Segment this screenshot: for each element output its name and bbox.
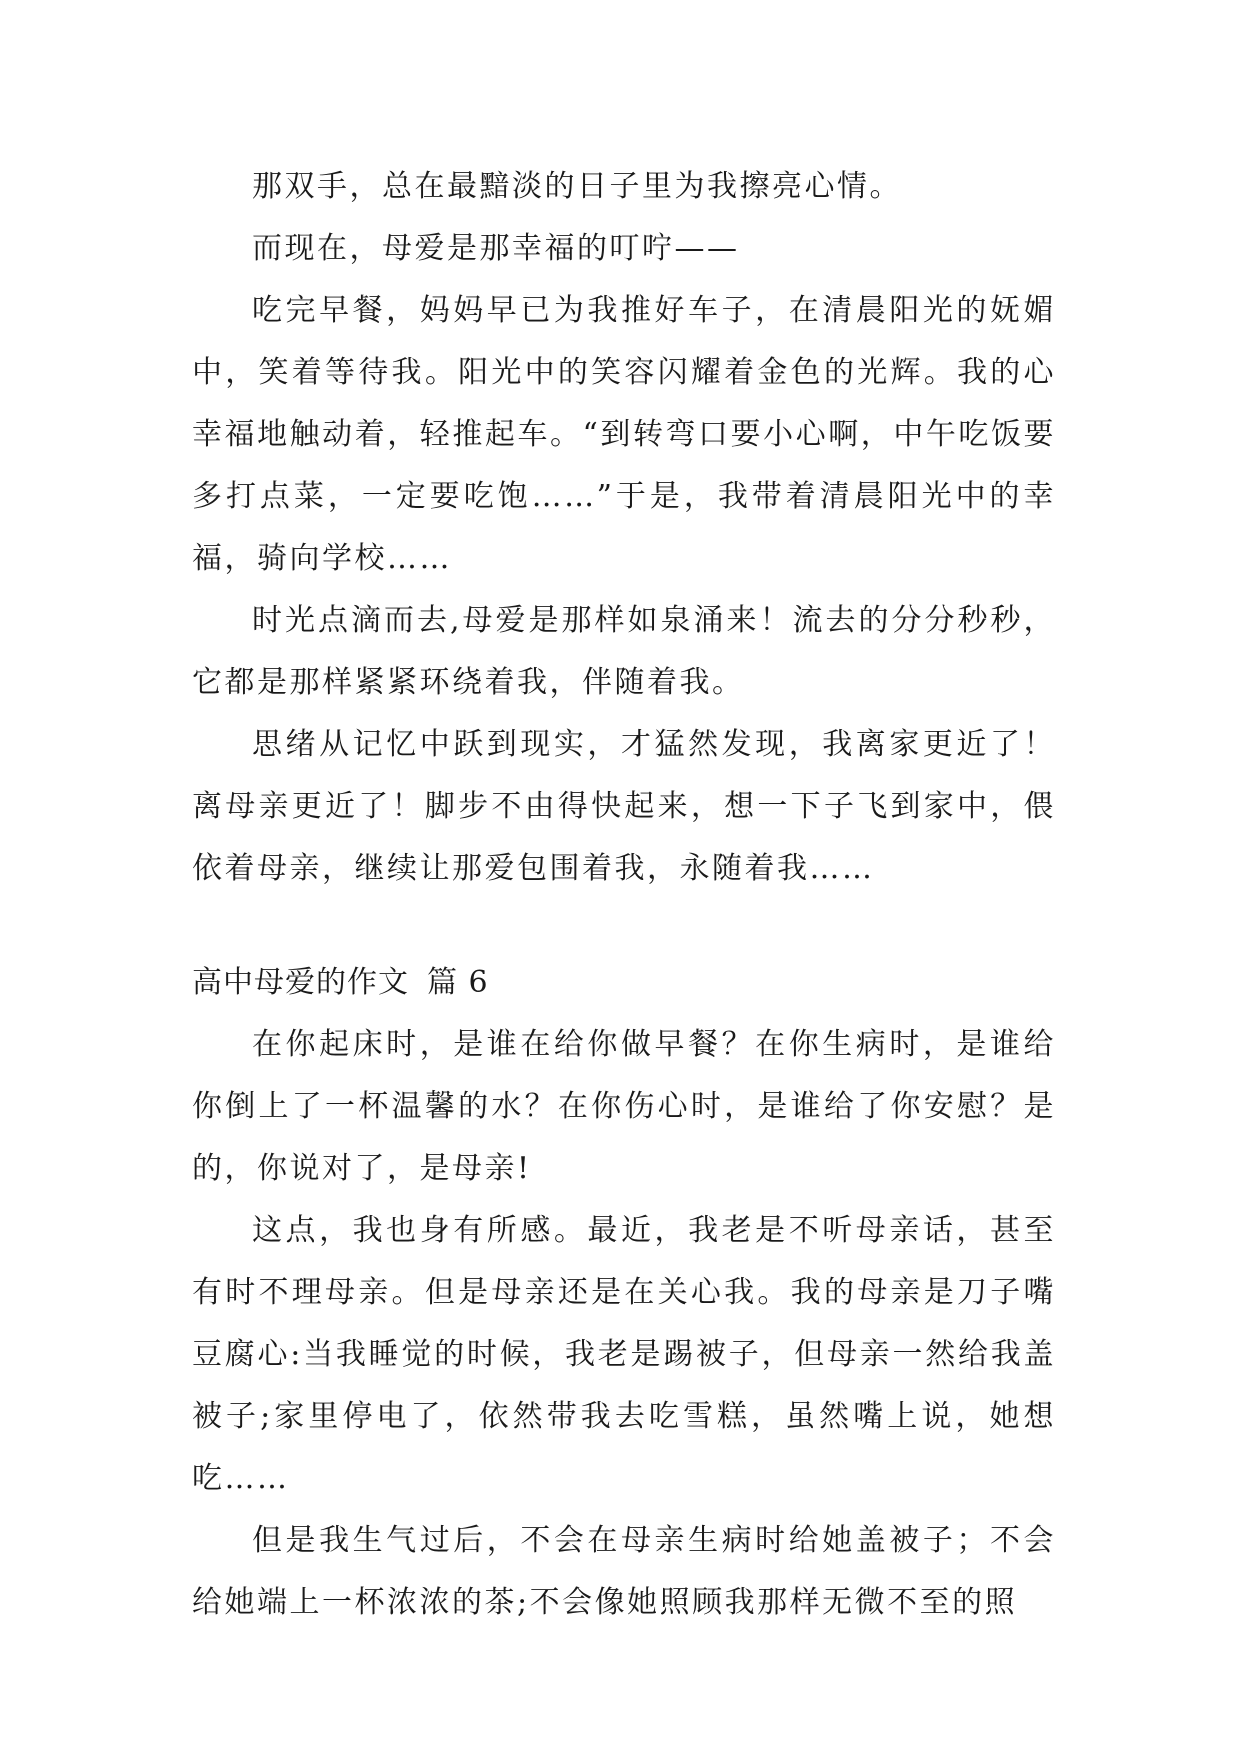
section-label: 篇 6 xyxy=(427,965,489,1000)
paragraph: 而现在，母爱是那幸福的叮咛—— xyxy=(252,231,740,266)
paragraph: 时光点滴而去,母爱是那样如泉涌来！流去的分分秒秒，它都是那样紧紧环绕着我，伴随着我。 xyxy=(192,603,1056,700)
section-title: 高中母爱的作文 xyxy=(192,965,409,1000)
paragraph: 吃完早餐，妈妈早已为我推好车子，在清晨阳光的妩媚中，笑着等待我。阳光中的笑容闪耀着金色的光辉。我的心幸福地触动着，轻推起车。“到转弯口要小心啊，中午吃饭要多打点菜，一定要吃饱……”于是，我带着清晨阳光中的幸福，骑向学校…… xyxy=(192,293,1056,576)
paragraph: 这点，我也身有所感。最近，我老是不听母亲话，甚至有时不理母亲。但是母亲还是在关心我。我的母亲是刀子嘴豆腐心:当我睡觉的时候，我老是踢被子，但母亲一然给我盖被子;家里停电了，依然带我去吃雪糕，虽然嘴上说，她想吃…… xyxy=(192,1213,1056,1496)
paragraph: 思绪从记忆中跃到现实，才猛然发现，我离家更近了！离母亲更近了！脚步不由得快起来，想一下子飞到家中，偎依着母亲，继续让那爱包围着我，永随着我…… xyxy=(192,727,1056,886)
document-page xyxy=(192,156,1056,1634)
paragraph: 那双手，总在最黯淡的日子里为我擦亮心情。 xyxy=(252,169,902,204)
paragraph: 在你起床时，是谁在给你做早餐？在你生病时，是谁给你倒上了一杯温馨的水？在你伤心时，是谁给了你安慰？是的，你说对了，是母亲! xyxy=(192,1027,1056,1186)
section-heading xyxy=(192,952,1056,1014)
paragraph: 但是我生气过后，不会在母亲生病时给她盖被子；不会给她端上一杯浓浓的茶;不会像她照顾我那样无微不至的照 xyxy=(192,1523,1056,1620)
